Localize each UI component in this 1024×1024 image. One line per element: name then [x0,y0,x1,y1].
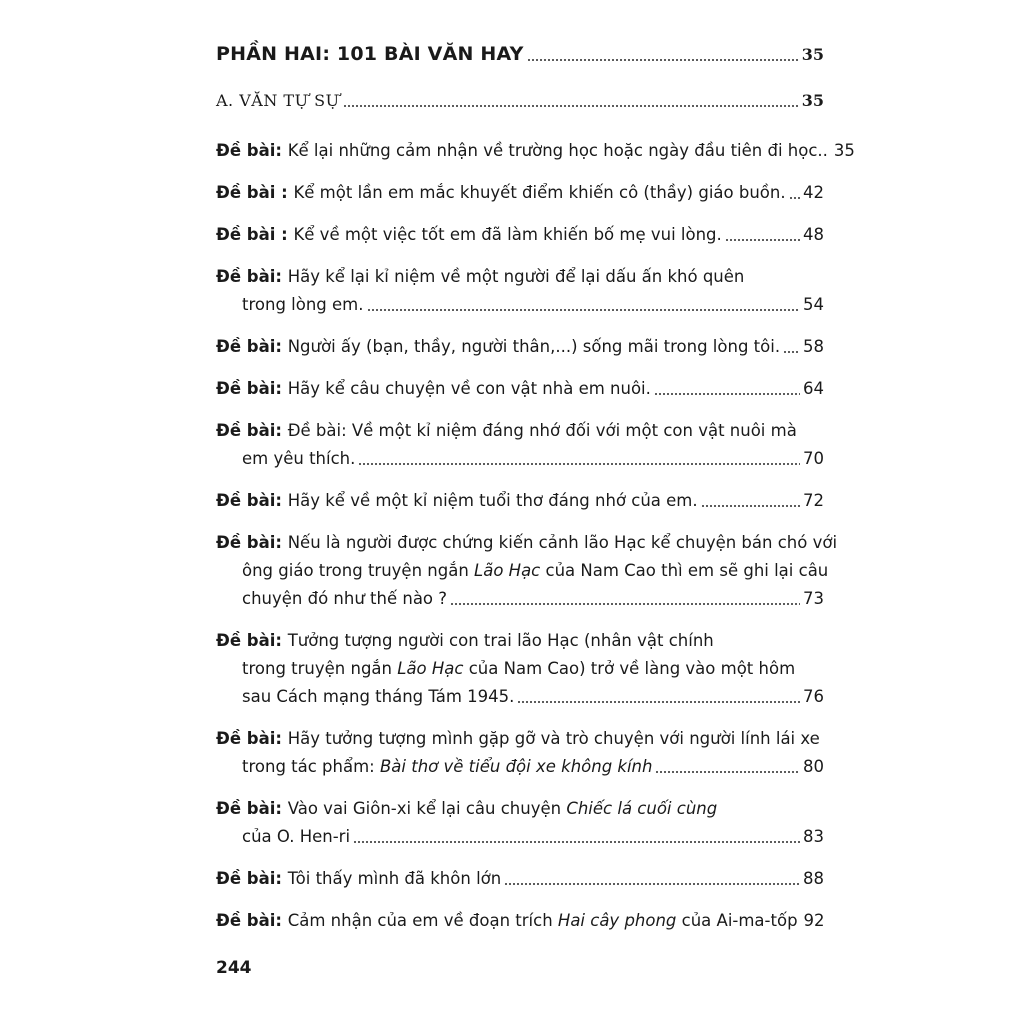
entry-text-part: ông giáo trong truyện ngắn [242,561,475,580]
entry-page-number: 88 [803,869,824,888]
entry-text-part: Cảm nhận của em về đoạn trích [287,911,558,930]
entry-text-part: Tôi thấy mình đã khôn lớn [287,869,502,888]
entry-text-part: chuyện đó như thế nào ? [242,589,448,608]
entry-label-separator: : [275,183,294,202]
toc-line [216,375,824,403]
entry-label: Đề bài [216,421,276,440]
entry-text [242,557,828,585]
toc-entry [216,263,824,319]
toc-line [216,753,824,781]
entry-label: Đề bài [216,225,276,244]
toc-entry [216,907,824,935]
entry-label: Đề bài [216,799,276,818]
toc-entry [216,487,824,515]
entry-label: Đề bài [216,491,276,510]
toc-entry [216,137,855,165]
entry-text-part: Người ấy (bạn, thầy, người thân,...) sống mãi trong lòng tôi. [287,337,781,356]
entry-text-after: của Nam Cao thì em sẽ ghi lại câu [540,561,829,580]
toc-entry [216,627,824,711]
entry-page-number: 42 [803,183,824,202]
entry-text-part: trong truyện ngắn [242,659,398,678]
entry-label: Đề bài [216,631,276,650]
toc-line [216,725,824,753]
entry-text-part: em yêu thích. [242,449,356,468]
entry-page-number: 73 [803,589,824,608]
entry-label-separator: : [275,911,288,930]
toc-line [216,907,824,935]
toc-line [216,683,824,711]
entry-label: Đề bài [216,729,276,748]
entry-text [216,179,786,207]
entry-text-part: sau Cách mạng tháng Tám 1945. [242,687,515,706]
leader-dots [343,105,799,107]
folio-page-number: 244 [216,958,252,978]
toc-line [216,179,824,207]
entry-text [242,753,652,781]
entry-italic-title: Chiếc lá cuối cùng [566,799,718,818]
toc-entry [216,179,824,207]
entry-text [242,585,447,613]
leader-dots [789,197,800,199]
leader-dots [701,505,800,507]
entry-page-number: 72 [803,491,824,510]
toc-line [216,627,824,655]
entry-page-number: 48 [803,225,824,244]
entry-text-part: trong lòng em. [242,295,364,314]
entry-label: Đề bài [216,911,276,930]
toc-entry [216,529,838,613]
entry-text [216,137,828,165]
entry-label: Đề bài [216,379,276,398]
toc-line [216,291,824,319]
entry-italic-title: Bài thơ về tiểu đội xe không kính [379,757,653,776]
entry-text-part: Kể một lần em mắc khuyết điểm khiến cô (thầy) giáo buồn. [293,183,786,202]
toc-entry [216,795,824,851]
entry-page-number: 58 [803,337,824,356]
entry-text-part: Nếu là người được chứng kiến cảnh lão Hạc kể chuyện bán chó với [287,533,838,552]
leader-dots [450,603,800,605]
entry-page-number: 80 [803,757,824,776]
toc-line [216,823,824,851]
entry-page-number: 76 [803,687,824,706]
leader-dots [353,841,800,843]
entry-label: Đề bài [216,869,276,888]
toc-line [216,221,824,249]
toc-entry [216,865,824,893]
entry-label-separator: : [275,225,294,244]
entry-label-separator: : [275,533,288,552]
leader-dots [367,309,801,311]
entry-text-after: của Nam Cao) trở về làng vào một hôm [463,659,796,678]
part-page-number: 35 [801,45,824,64]
entry-label-separator: : [275,869,288,888]
entry-text-part: Hãy kể câu chuyện về con vật nhà em nuôi. [287,379,651,398]
leader-dots [527,59,799,61]
toc-entry [216,417,824,473]
entry-text [216,907,798,935]
entry-page-number: 54 [803,295,824,314]
entry-text [216,487,698,515]
entry-label-separator: : [275,141,288,160]
entry-text [242,683,514,711]
leader-dots [504,883,800,885]
leader-dots [725,239,800,241]
entry-text-part: Vào vai Giôn-xi kể lại câu chuyện [287,799,567,818]
entry-label-separator: : [275,491,288,510]
toc-line [216,137,855,165]
part-title: PHẦN HAI: 101 BÀI VĂN HAY [216,43,524,65]
leader-dots [517,701,800,703]
entry-text-part: Kể về một việc tốt em đã làm khiến bố mẹ vui lòng. [293,225,722,244]
entry-text [242,291,364,319]
toc-line [216,585,824,613]
entry-text [216,865,501,893]
entry-text [216,725,820,753]
entry-text [216,795,717,823]
toc-entry [216,221,824,249]
entry-label: Đề bài [216,533,276,552]
toc-line [216,333,824,361]
entry-text [216,333,780,361]
entry-label-separator: : [275,631,288,650]
entry-label: Đề bài [216,141,276,160]
entry-label: Đề bài [216,183,276,202]
toc-line [216,557,829,585]
leader-dots [654,393,800,395]
entry-label: Đề bài [216,337,276,356]
entry-text [216,221,722,249]
entry-text-after: của Ai-ma-tốp [676,911,798,930]
entry-text-part: Đề bài: Về một kỉ niệm đáng nhớ đối với một con vật nuôi mà [287,421,797,440]
toc-line [216,487,824,515]
section-heading [216,87,824,115]
entry-text [216,375,651,403]
entry-text [242,445,355,473]
entry-page-number: 70 [803,449,824,468]
leader-dots [783,351,800,353]
toc-line [216,529,838,557]
entry-label-separator: : [275,267,288,286]
table-of-contents [216,40,855,949]
entry-text-part: Hãy kể lại kỉ niệm về một người để lại dấu ấn khó quên [287,267,745,286]
leader-dots [358,463,800,465]
entry-text-part: của O. Hen-ri [242,827,351,846]
entry-text-part: trong tác phẩm: [242,757,380,776]
entry-text-part: Kể lại những cảm nhận về trường học hoặc ngày đầu tiên đi học.. [287,141,828,160]
entry-page-number: 92 [803,911,825,930]
toc-line [216,795,824,823]
toc-entry [216,725,824,781]
entry-label-separator: : [275,729,288,748]
toc-entry [216,333,824,361]
entry-text [242,823,350,851]
part-heading [216,40,824,69]
entry-label-separator: : [275,337,288,356]
entry-text [216,417,797,445]
entry-label-separator: : [275,421,288,440]
toc-line [216,655,824,683]
toc-entries [216,137,855,935]
entry-label-separator: : [275,799,288,818]
toc-line [216,865,824,893]
entry-page-number: 64 [803,379,824,398]
entry-text-part: Hãy tưởng tượng mình gặp gỡ và trò chuyện với người lính lái xe [287,729,820,748]
entry-text [216,263,744,291]
entry-text [242,655,795,683]
entry-label-separator: : [275,379,288,398]
entry-italic-title: Lão Hạc [474,561,541,580]
toc-line [216,417,824,445]
section-page-number: 35 [801,91,824,110]
leader-dots [655,771,800,773]
entry-text-part: Hãy kể về một kỉ niệm tuổi thơ đáng nhớ của em. [287,491,698,510]
section-title: A. VĂN TỰ SỰ [216,91,340,110]
entry-page-number: 35 [833,141,855,160]
entry-text [216,529,837,557]
toc-entry [216,375,824,403]
entry-label: Đề bài [216,267,276,286]
entry-italic-title: Lão Hạc [397,659,464,678]
toc-line [216,445,824,473]
entry-italic-title: Hai cây phong [557,911,677,930]
entry-page-number: 83 [803,827,824,846]
entry-text [216,627,714,655]
toc-line [216,263,824,291]
entry-text-part: Tưởng tượng người con trai lão Hạc (nhân vật chính [287,631,714,650]
